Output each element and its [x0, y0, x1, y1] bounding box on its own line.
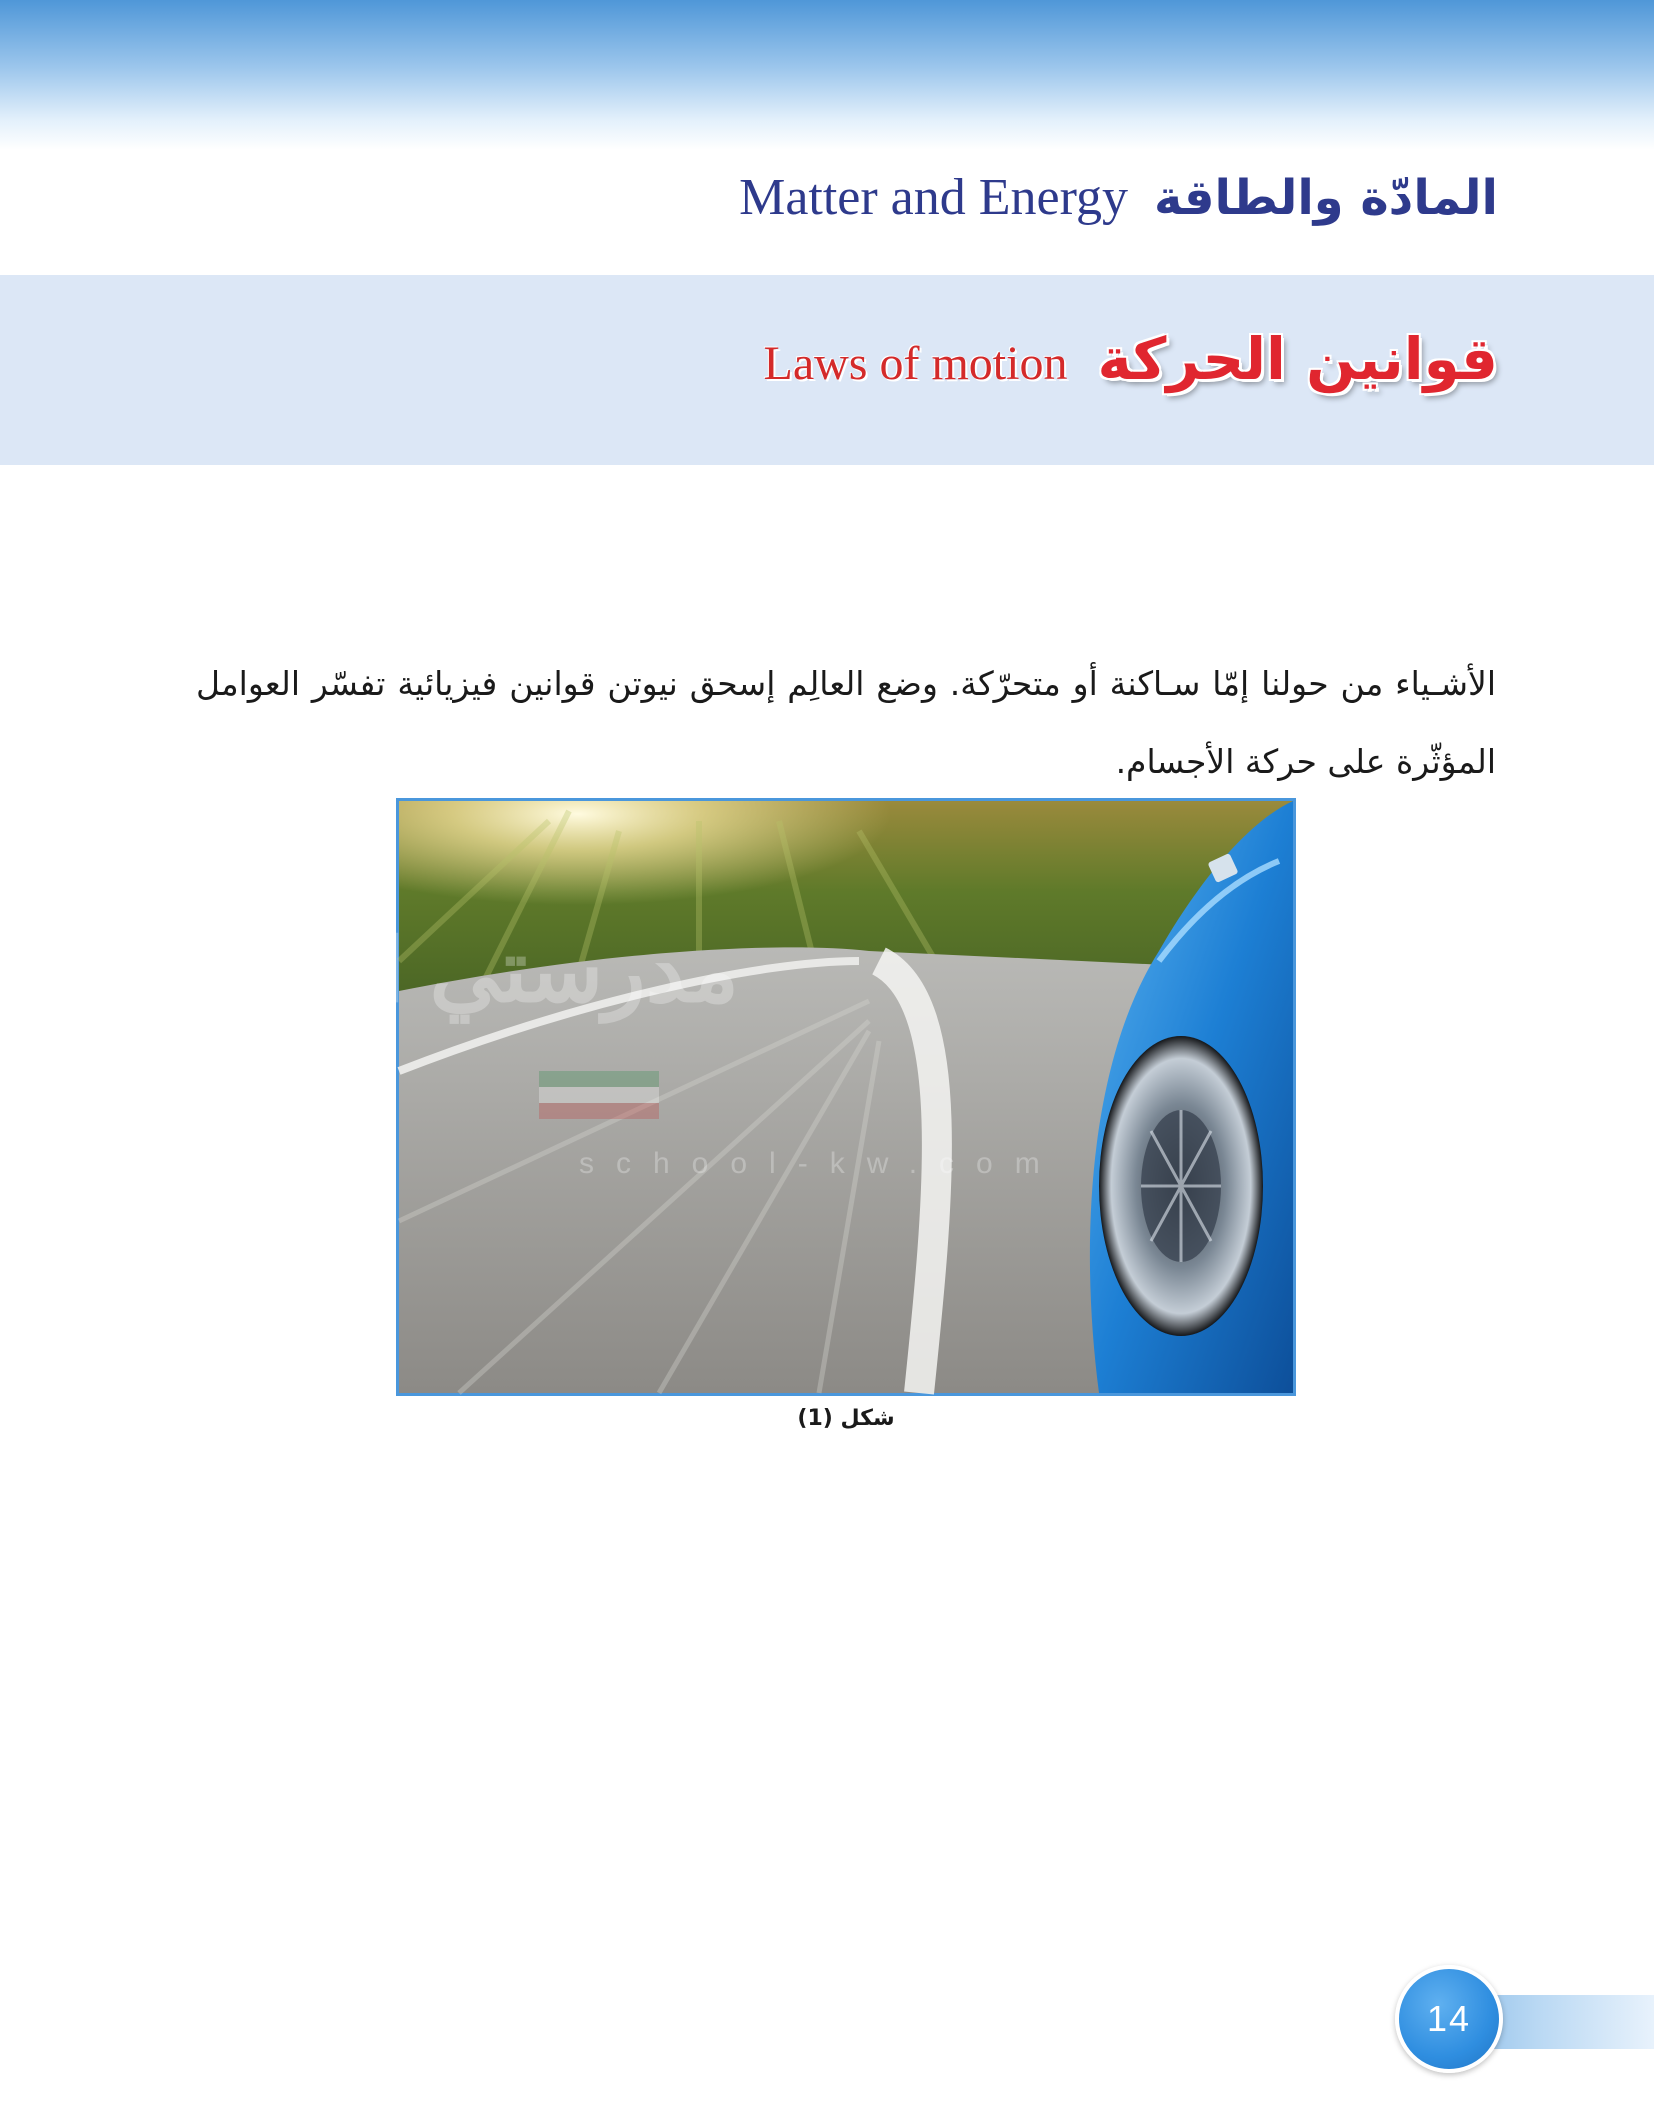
lesson-title: [764, 325, 1498, 393]
top-gradient-band: [0, 0, 1654, 150]
figure-caption: شكل (1): [797, 1406, 895, 1431]
watermark-text: مدرستي الكويتية: [134, 921, 739, 1020]
car-road-illustration: [134, 801, 1293, 1393]
lesson-title-arabic: قوانين الحركة: [1097, 325, 1498, 393]
figure-1-photo: [134, 798, 1296, 1396]
unit-title-english: Matter and Energy: [739, 169, 1128, 226]
watermark-url: school-kw.com: [579, 1147, 1062, 1180]
unit-header: [739, 168, 1498, 238]
unit-title-arabic: المادّة والطاقة: [1154, 170, 1498, 226]
page-number: 14: [1426, 1998, 1472, 2039]
page-number-badge: [1395, 1965, 1503, 2073]
lesson-title-english: Laws of motion: [763, 337, 1068, 390]
intro-paragraph: الأشـياء من حولنا إمّا سـاكنة أو متحرّكة. وضع العالِم إسحق نيوتن قوانين فيزيائية تفسّر العوامل المؤثّرة على حركة الأجسام.: [196, 664, 1496, 781]
